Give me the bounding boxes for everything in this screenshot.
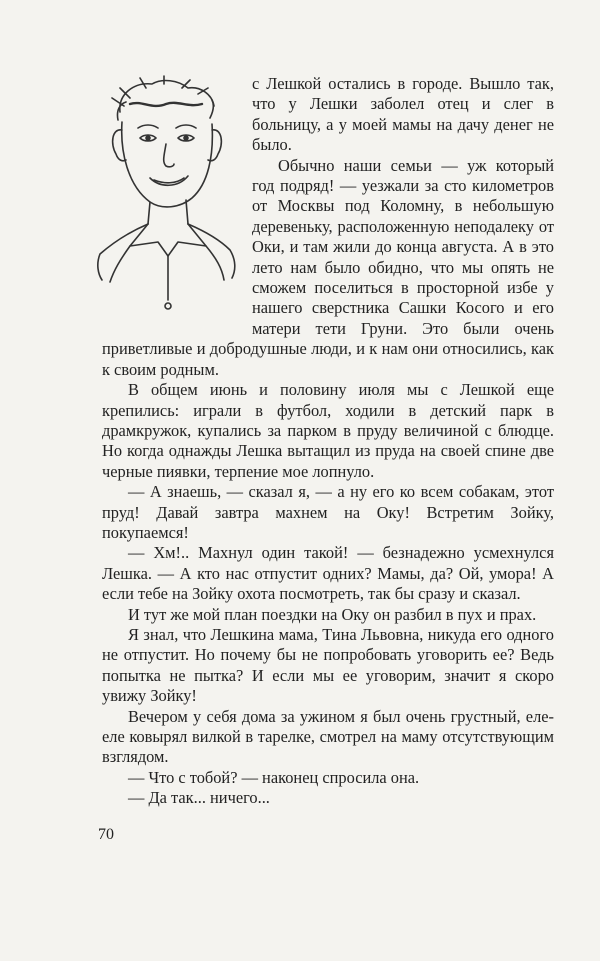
paragraph: — Хм!.. Махнул один такой! — безнадежно усмехнулся Лешка. — А кто нас отпустит одних? Мамы, да? Ой, умора! А если тебе на Зойку охота посмотреть, так бы сразу и сказал.	[102, 543, 554, 604]
paragraph: Я знал, что Лешкина мама, Тина Львовна, никуда его одного не отпустит. Но почему бы не попробовать уговорить ее? Ведь попытка не пытка? И если мы ее уговорим, значит я скоро увижу Зойку!	[102, 624, 554, 706]
body-text	[102, 74, 554, 809]
paragraph: — Да так... ничего...	[128, 788, 270, 808]
paragraph: — Что с тобой? — наконец спросила она.	[128, 767, 420, 787]
page-number: 70	[98, 826, 114, 843]
paragraph: Обычно наши семьи — уж который год подряд! — уезжали за сто километров от Москвы под Коломну, в небольшую деревеньку, расположенную неподалеку от Оки, и там жили до конца августа. А в это лето нам было обидно, что мы опять не сможем поселиться в просторной избе у нашего сверстника Сашки Косого и его матери тети Груни. Это были очень приветливые и добродушные люди, и к нам они относились, как к своим родным.	[102, 155, 554, 379]
paragraph: В общем июнь и половину июля мы с Лешкой еще крепились: играли в футбол, ходили в детский парк в драмкружок, купались за парком в пруду величиной с блюдце. Но когда однажды Лешка вытащил из пруда на своей спине две черные пиявки, терпение мое лопнуло.	[102, 380, 554, 481]
paragraph: И тут же мой план поездки на Оку он разбил в пух и прах.	[128, 604, 537, 624]
illustration-space	[102, 74, 248, 332]
paragraph: Вечером у себя дома за ужином я был очень грустный, еле-еле ковырял вилкой в тарелке, смотрел на маму отсутствующим взглядом.	[102, 706, 554, 767]
paragraph: с Лешкой остались в городе. Вышло так, что у Лешки заболел отец и слег в больницу, а у моей мамы на дачу денег не было.	[252, 74, 554, 155]
paragraph: — А знаешь, — сказал я, — а ну его ко всем собакам, этот пруд! Давай завтра махнем на Оку! Встретим Зойку, покупаемся!	[102, 482, 554, 542]
